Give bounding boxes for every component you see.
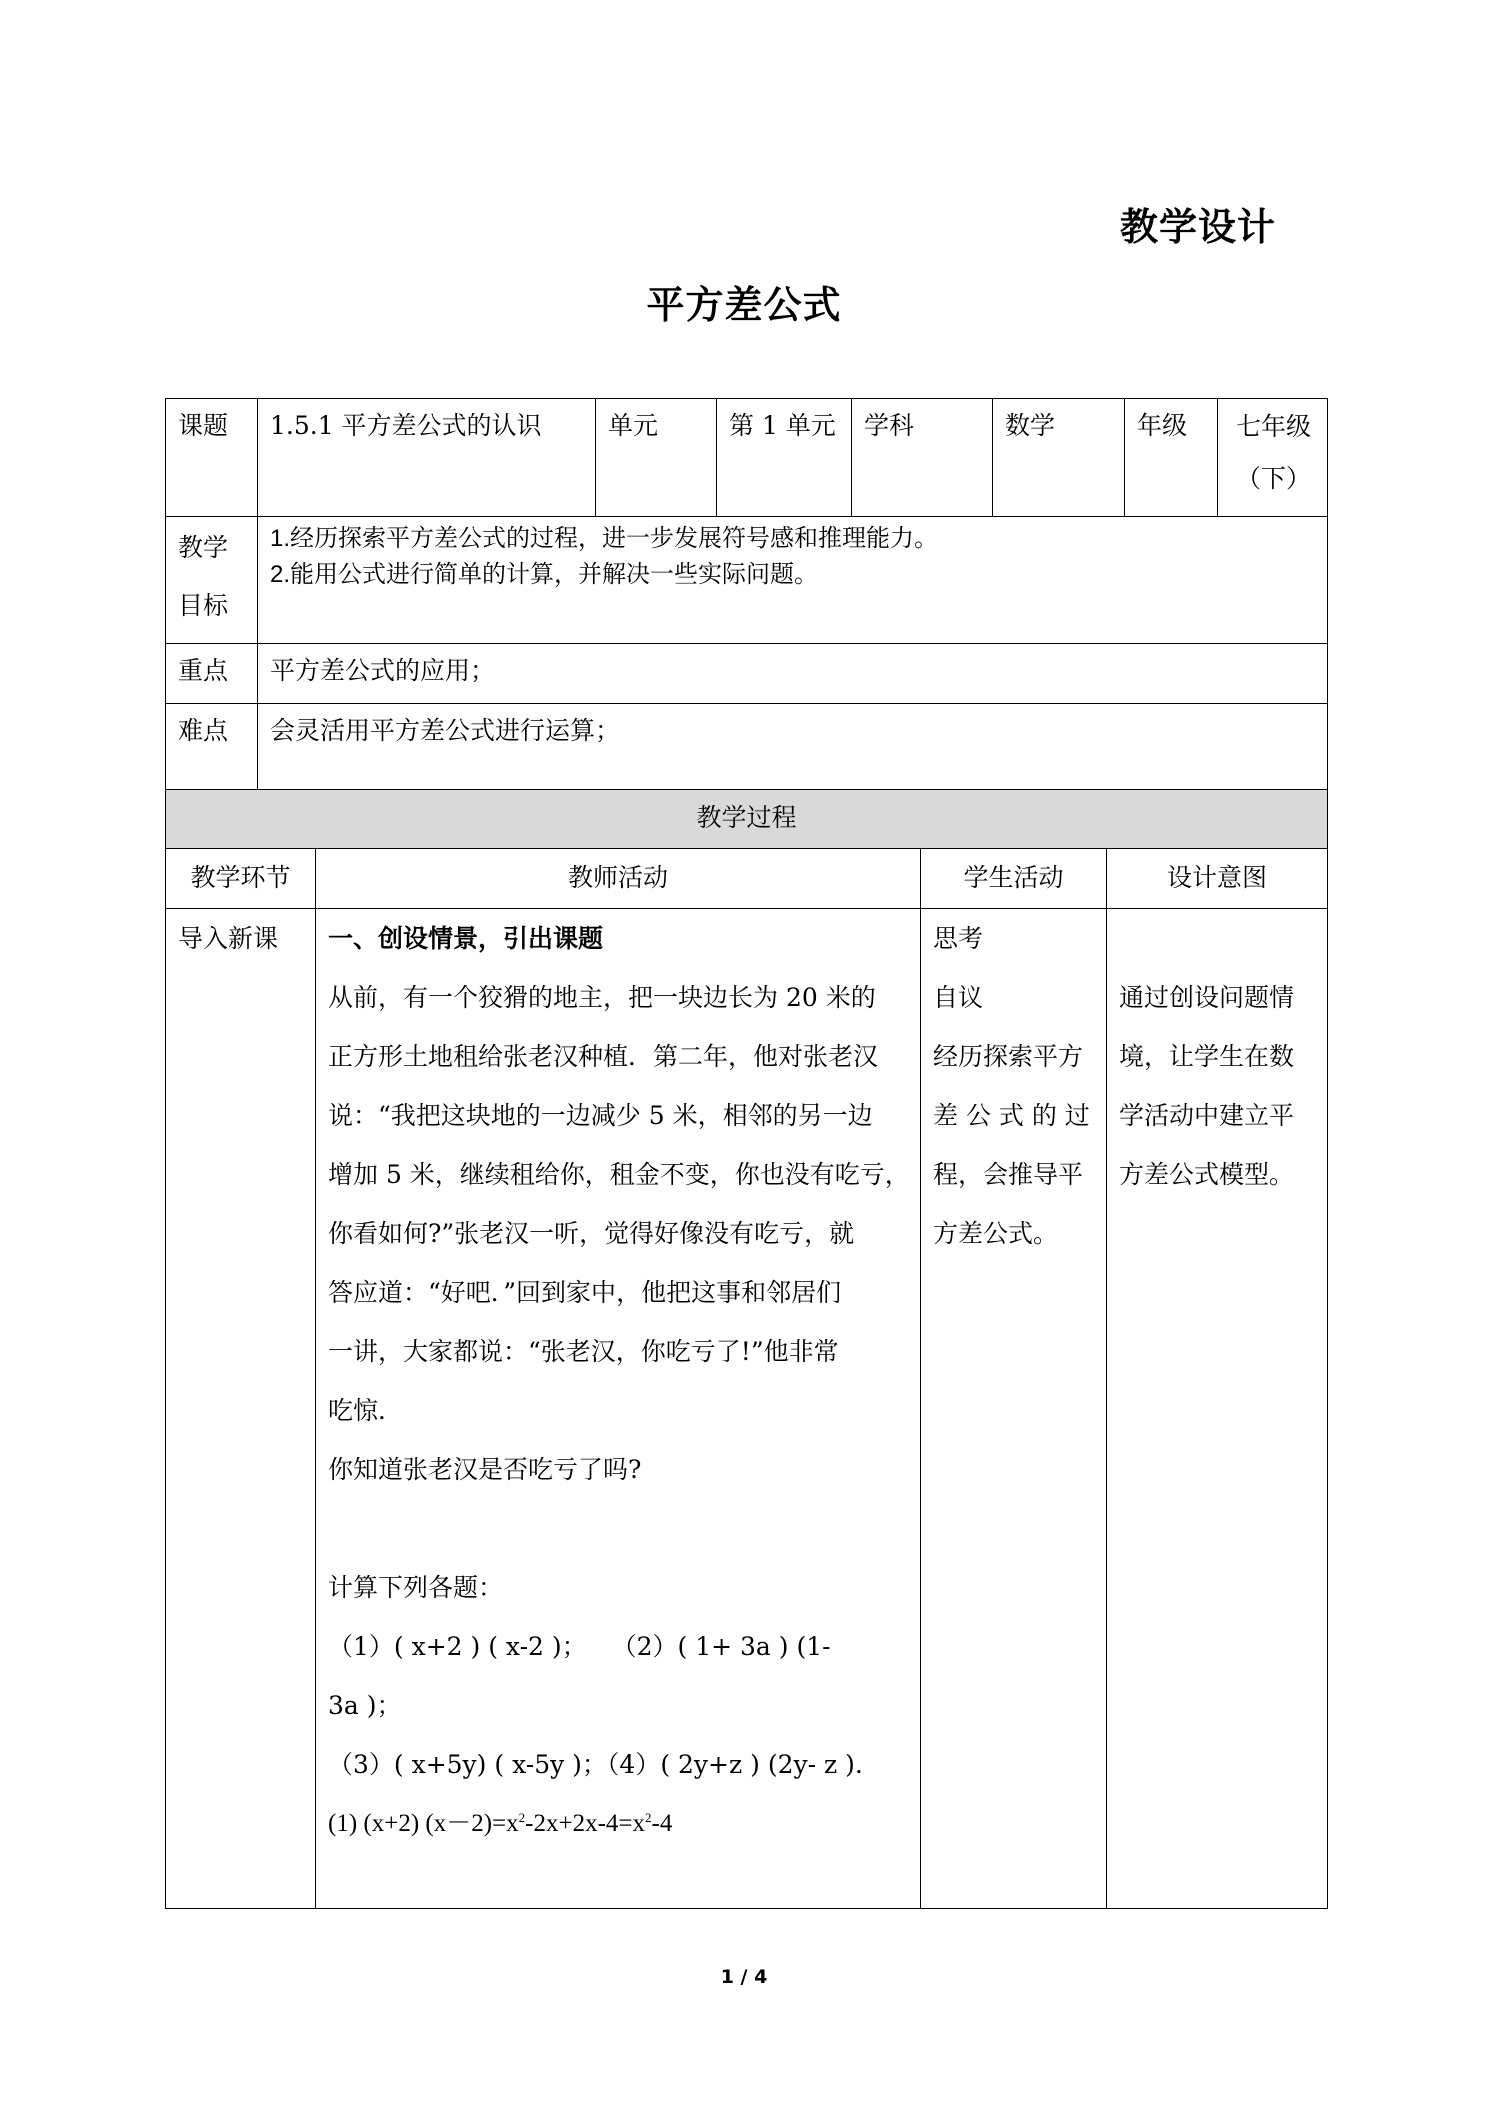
teacher-text-line: 计算下列各题： bbox=[328, 1573, 504, 1602]
difficulty-label: 难点 bbox=[166, 704, 258, 798]
teacher-text-line: 你知道张老汉是否吃亏了吗? bbox=[328, 1455, 642, 1484]
stage-cell: 导入新课 bbox=[166, 909, 316, 1909]
page-number: 1 / 4 bbox=[720, 1966, 768, 1988]
student-text-line: 程，会推导平 bbox=[933, 1160, 1084, 1189]
process-table bbox=[165, 789, 1328, 1909]
process-band-title: 教学过程 bbox=[166, 790, 1328, 849]
design-intent-cell bbox=[1107, 909, 1328, 1909]
formula-part: (1) (x+2) (x－2)=x bbox=[328, 1810, 519, 1837]
topic-value: 1.5.1 平方差公式的认识 bbox=[258, 399, 596, 517]
header-stage: 教学环节 bbox=[166, 849, 316, 909]
student-lines bbox=[933, 909, 1098, 1263]
teacher-text-line: （3）( x+5y) ( x-5y )；（4）( 2y+z ) (2y- z ). bbox=[328, 1750, 863, 1779]
teacher-text-line: 3a )； bbox=[328, 1691, 402, 1720]
student-activity-cell bbox=[921, 909, 1107, 1909]
objectives-label bbox=[166, 517, 258, 644]
student-text-line: 自议 bbox=[933, 983, 984, 1012]
topic-label: 课题 bbox=[166, 399, 258, 517]
header-title: 教学设计 bbox=[1120, 205, 1277, 249]
teacher-text-line: 你看如何?”张老汉一听，觉得好像没有吃亏，就 bbox=[328, 1219, 855, 1248]
difficulty-value: 会灵活用平方差公式进行运算； bbox=[258, 704, 1328, 798]
student-text-line: 方差公式。 bbox=[933, 1219, 1059, 1248]
grade-value-line2: （下） bbox=[1235, 464, 1311, 493]
subject-label: 学科 bbox=[852, 399, 993, 517]
teacher-text-line bbox=[328, 1499, 910, 1558]
student-text-line: 差 公 式 的 过 bbox=[933, 1101, 1090, 1130]
page-title: 平方差公式 bbox=[646, 283, 842, 327]
student-text-line: 经历探索平方 bbox=[933, 1042, 1084, 1071]
teacher-heading: 一、创设情景，引出课题 bbox=[328, 924, 604, 953]
student-text-line: 思考 bbox=[933, 924, 984, 953]
teacher-lines bbox=[328, 968, 910, 1794]
teacher-text-line: 增加 5 米，继续租给你，租金不变，你也没有吃亏， bbox=[328, 1160, 910, 1189]
teacher-text-line: （1）( x+2 ) ( x-2 )； （2）( 1+ 3a ) (1- bbox=[328, 1632, 831, 1661]
teacher-activity-cell bbox=[316, 909, 921, 1909]
design-text-line: 境，让学生在数 bbox=[1119, 1042, 1295, 1071]
key-point-label: 重点 bbox=[166, 644, 258, 704]
design-text-line: 方差公式模型。 bbox=[1119, 1160, 1295, 1189]
design-lines bbox=[1119, 909, 1319, 1204]
subject-value: 数学 bbox=[993, 399, 1125, 517]
objectives-value bbox=[258, 517, 1328, 644]
key-point-value: 平方差公式的应用； bbox=[258, 644, 1328, 704]
grade-value bbox=[1218, 399, 1328, 517]
formula-exponent: 2 bbox=[645, 1810, 652, 1825]
teacher-text-line: 答应道：“好吧．”回到家中，他把这事和邻居们 bbox=[328, 1278, 842, 1307]
header-design-intent: 设计意图 bbox=[1107, 849, 1328, 909]
objectives-label-line1: 教学 bbox=[178, 533, 229, 562]
teacher-text-line: 正方形土地租给张老汉种植．第二年，他对张老汉 bbox=[328, 1042, 879, 1071]
unit-value: 第 1 单元 bbox=[717, 399, 852, 517]
teacher-formula bbox=[328, 1794, 910, 1853]
design-text-line: 通过创设问题情 bbox=[1119, 983, 1295, 1012]
design-text-line bbox=[1119, 909, 1319, 968]
formula-exponent: 2 bbox=[518, 1810, 526, 1825]
design-text-line: 学活动中建立平 bbox=[1119, 1101, 1295, 1130]
teacher-text-line: 从前，有一个狡猾的地主，把一块边长为 20 米的 bbox=[328, 983, 876, 1012]
unit-label: 单元 bbox=[596, 399, 717, 517]
teacher-text-line: 说：“我把这块地的一边减少 5 米，相邻的另一边 bbox=[328, 1101, 873, 1130]
formula-part: -2x+2x-4=x bbox=[525, 1810, 646, 1837]
header-teacher-activity: 教师活动 bbox=[316, 849, 921, 909]
formula-part: -4 bbox=[651, 1810, 673, 1837]
info-table bbox=[165, 398, 1328, 798]
teacher-text-line: 吃惊． bbox=[328, 1396, 404, 1425]
grade-label: 年级 bbox=[1125, 399, 1218, 517]
objective-item: 2.能用公式进行简单的计算，并解决一些实际问题。 bbox=[270, 561, 819, 588]
grade-value-line1: 七年级 bbox=[1235, 412, 1311, 441]
objectives-label-line2: 目标 bbox=[178, 591, 229, 620]
objective-item: 1.经历探索平方差公式的过程，进一步发展符号感和推理能力。 bbox=[270, 525, 939, 552]
teacher-text-line: 一讲，大家都说：“张老汉，你吃亏了!”他非常 bbox=[328, 1337, 839, 1366]
header-student-activity: 学生活动 bbox=[921, 849, 1107, 909]
